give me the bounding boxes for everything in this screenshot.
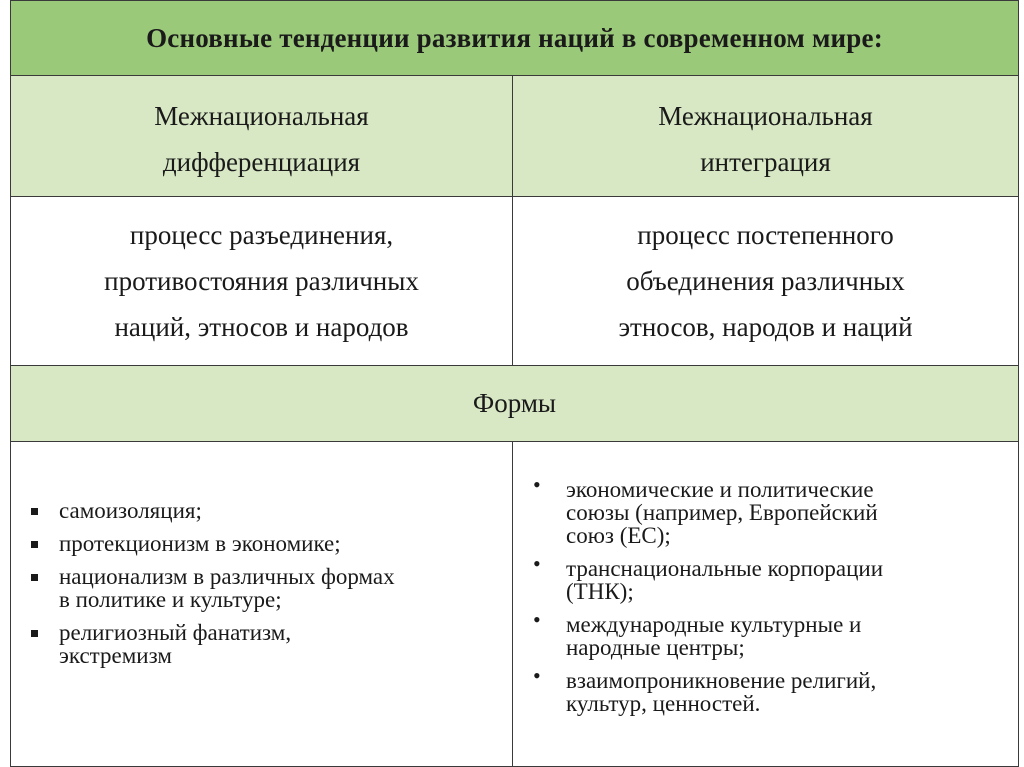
list-item xyxy=(513,472,1004,548)
forms-integration xyxy=(513,442,1019,767)
list-item-line: национализм в различных формах xyxy=(59,564,395,589)
definition-line: процесс разъединения, xyxy=(129,220,394,250)
list-item-line: союзы (например, Европейский xyxy=(566,500,878,525)
square-bullet-icon xyxy=(31,574,38,581)
list-item-line: самоизоляция; xyxy=(59,498,202,523)
definition-row xyxy=(11,197,1019,366)
forms-differentiation xyxy=(11,442,513,767)
forms-row xyxy=(11,366,1019,442)
forms-list-differentiation xyxy=(11,442,512,667)
list-item-line: протекционизм в экономике; xyxy=(59,531,341,556)
heading-line: Межнациональная xyxy=(154,101,369,131)
heading-line: интеграция xyxy=(700,147,831,177)
list-item-line: экономические и политические xyxy=(566,477,874,502)
round-bullet-icon: • xyxy=(533,551,541,576)
round-bullet-icon: • xyxy=(533,607,541,632)
title-row xyxy=(11,1,1019,76)
tendencies-table xyxy=(10,0,1019,767)
heading-line: дифференциация xyxy=(162,147,361,177)
forms-list-integration xyxy=(513,442,1018,715)
heading-row xyxy=(11,76,1019,197)
list-item-line: международные культурные и xyxy=(566,612,862,637)
list-item xyxy=(513,607,1004,660)
definition-line: противостояния различных xyxy=(104,266,419,296)
list-item-line: взаимопроникновение религий, xyxy=(566,668,877,693)
heading-integration xyxy=(513,76,1019,197)
list-item xyxy=(513,551,1004,604)
definition-line: наций, этносов и народов xyxy=(114,312,409,342)
table-title: Основные тенденции развития наций в современном мире: xyxy=(11,1,1019,76)
definition-differentiation xyxy=(11,197,513,366)
definition-line: этносов, народов и наций xyxy=(618,312,913,342)
list-item-line: (ТНК); xyxy=(566,579,634,604)
list-item xyxy=(513,663,1004,716)
heading-line: Межнациональная xyxy=(658,101,873,131)
definition-integration xyxy=(513,197,1019,366)
round-bullet-icon: • xyxy=(533,663,541,688)
list-item xyxy=(11,621,498,667)
square-bullet-icon xyxy=(31,541,38,548)
round-bullet-icon: • xyxy=(533,472,541,497)
list-item-line: культур, ценностей. xyxy=(566,691,761,716)
list-item xyxy=(11,565,498,611)
list-item-line: союз (ЕС); xyxy=(566,523,671,548)
list-item-line: транснациональные корпорации xyxy=(566,556,884,581)
forms-heading: Формы xyxy=(11,366,1019,442)
list-item-line: народные центры; xyxy=(566,635,745,660)
square-bullet-icon xyxy=(31,508,38,515)
list-item xyxy=(11,499,498,522)
list-item-line: в политике и культуре; xyxy=(59,587,282,612)
list-item xyxy=(11,532,498,555)
forms-lists-row xyxy=(11,442,1019,767)
heading-differentiation xyxy=(11,76,513,197)
square-bullet-icon xyxy=(31,630,38,637)
definition-line: процесс постепенного xyxy=(637,220,894,250)
definition-line: объединения различных xyxy=(626,266,905,296)
list-item-line: религиозный фанатизм, xyxy=(59,620,292,645)
list-item-line: экстремизм xyxy=(59,643,172,668)
